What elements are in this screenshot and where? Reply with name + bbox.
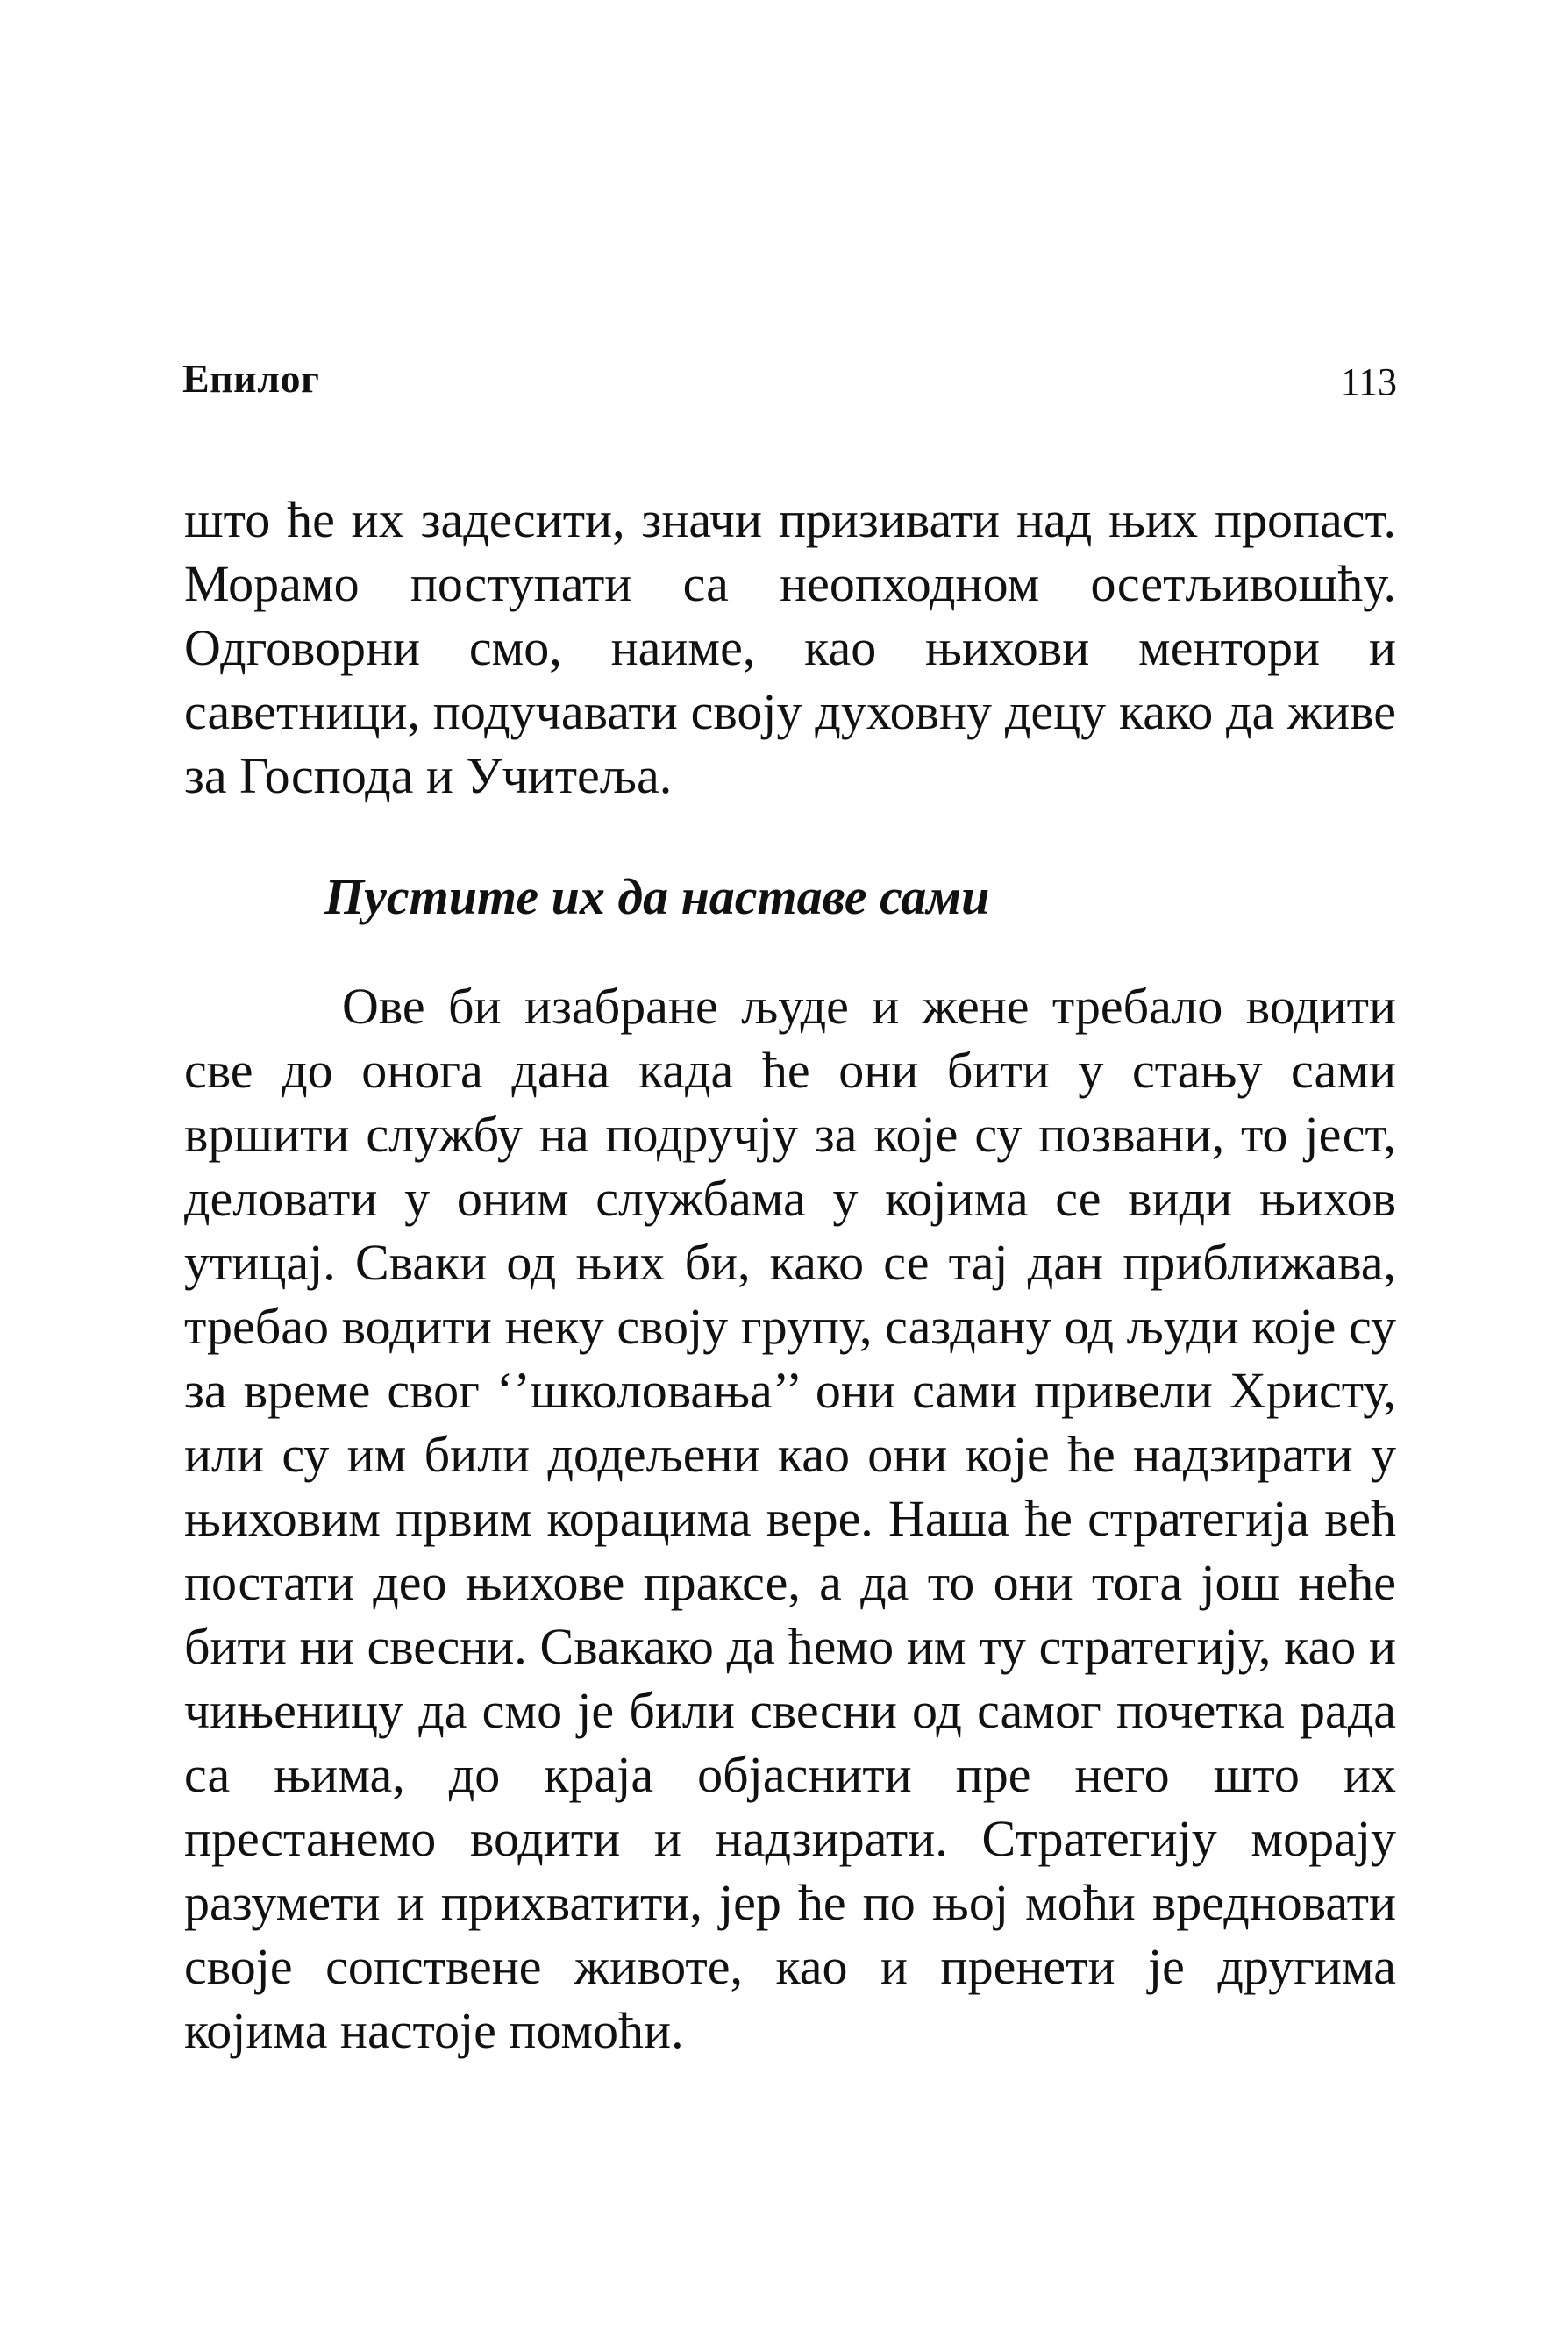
paragraph: Ове би изабране људе и жене требало водити све до онога дана када ће они бити у стању сами вршити службу на подручју за које су позвани, то јест, деловати у оним службама у којима се види њихов утицај. Сваки од њих би, како се тај дан приближава, требао водити неку своју групу, саздану од људи које су за време свог ‘’школовања’’ они сами привели Христу, или су им били додељени као они које ће надзирати у њиховим првим корацима вере. Наша ће стратегија већ постати део њихове праксе, а да то они тога још неће бити ни свесни. Свакако да ћемо им ту стратегију, као и чињеницу да смо је били свесни од самог почетка рада са њима, до краја објаснити пре него што их престанемо водити и надзирати. Стратегију морају разумети и прихватити, јер ће по њој моћи вредновати своје сопствене животе, као и пренети је другима којима настоје помоћи. <box>184 978 1396 2059</box>
running-head: Епилог <box>182 356 320 401</box>
text-block <box>184 488 1396 2063</box>
paragraph-continued: што ће их задесити, значи призивати над њих пропаст. Морамо поступати са неопходном осетљивошћу. Одговорни смо, наиме, као њихови ментори и саветници, подучавати своју духовну децу како да живе за Господа и Учитеља. <box>184 491 1396 804</box>
section-heading: Пустите их да наставе сами <box>324 868 990 925</box>
page-number: 113 <box>1340 360 1397 403</box>
